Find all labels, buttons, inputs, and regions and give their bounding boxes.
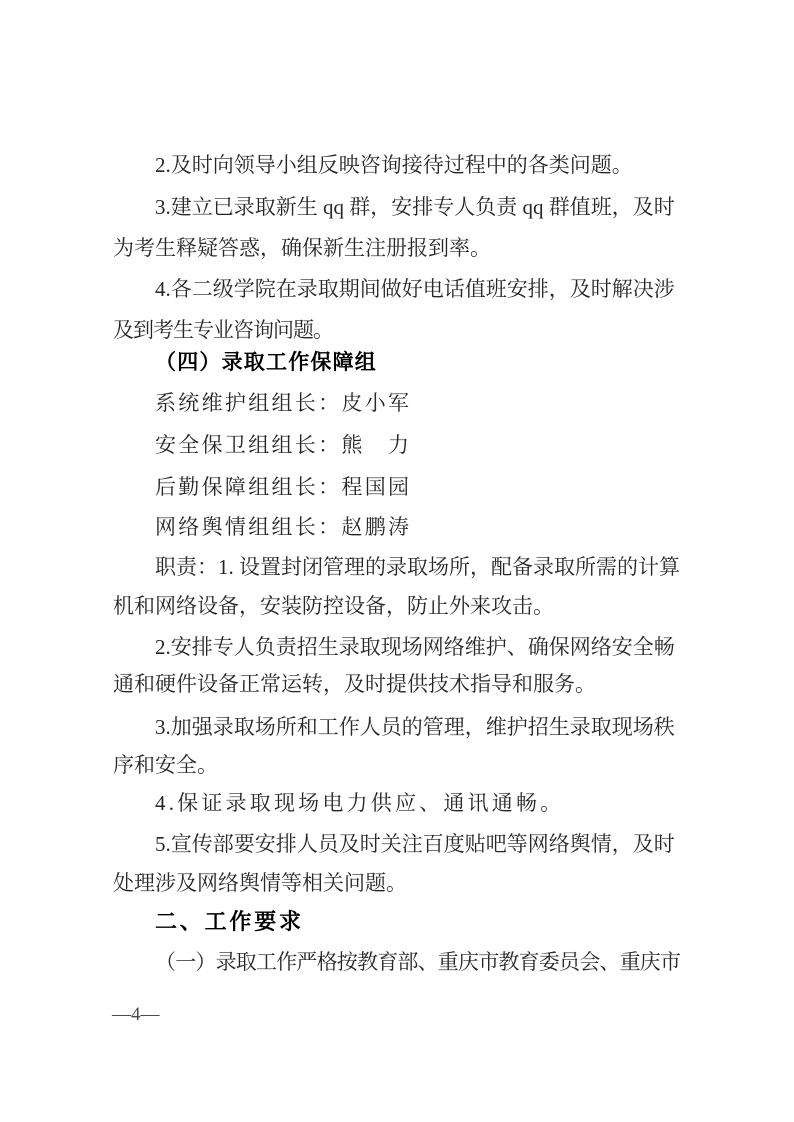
paragraph-line: 4.保证录取现场电力供应、通讯通畅。 — [155, 791, 565, 815]
paragraph-line: 3.加强录取场所和工作人员的管理，维护招生录取现场秩 — [155, 715, 675, 739]
section-heading-work-requirements: 二、工作要求 — [155, 909, 304, 934]
paragraph-line: 5.宣传部要安排人员及时关注百度贴吧等网络舆情，及时 — [155, 832, 675, 856]
paragraph-line: 及到考生专业咨询问题。 — [113, 318, 333, 342]
paragraph-line: 机和网络设备，安装防控设备，防止外来攻击。 — [113, 594, 554, 618]
paragraph-line: 为考生释疑答惑，确保新生注册报到率。 — [113, 236, 491, 260]
paragraph-line: 职责：1. 设置封闭管理的录取场所，配备录取所需的计算 — [155, 555, 680, 579]
group-leader-line: 网络舆情组组长：赵鹏涛 — [155, 515, 412, 539]
group-leader-line: 系统维护组组长：皮小军 — [155, 391, 412, 415]
paragraph-line: 通和硬件设备正常运转，及时提供技术指导和服务。 — [113, 672, 596, 696]
paragraph-line: 4.各二级学院在录取期间做好电话值班安排，及时解决涉 — [155, 277, 675, 301]
group-leader-line: 安全保卫组组长：熊 力 — [155, 433, 412, 457]
section-heading-guarantee-group: （四）录取工作保障组 — [155, 350, 377, 374]
page-number: —4— — [112, 1004, 160, 1025]
paragraph-line: 序和安全。 — [113, 753, 218, 777]
group-leader-line: 后勤保障组组长：程国园 — [155, 475, 412, 499]
paragraph-line: 2.及时向领导小组反映咨询接待过程中的各类问题。 — [155, 153, 633, 177]
paragraph-line: 处理涉及网络舆情等相关问题。 — [113, 871, 407, 895]
paragraph-line: 3.建立已录取新生 qq 群，安排专人负责 qq 群值班，及时 — [155, 195, 675, 219]
paragraph-line: （一）录取工作严格按教育部、重庆市教育委员会、重庆市 — [155, 950, 681, 974]
paragraph-line: 2.安排专人负责招生录取现场网络维护、确保网络安全畅 — [155, 635, 675, 659]
